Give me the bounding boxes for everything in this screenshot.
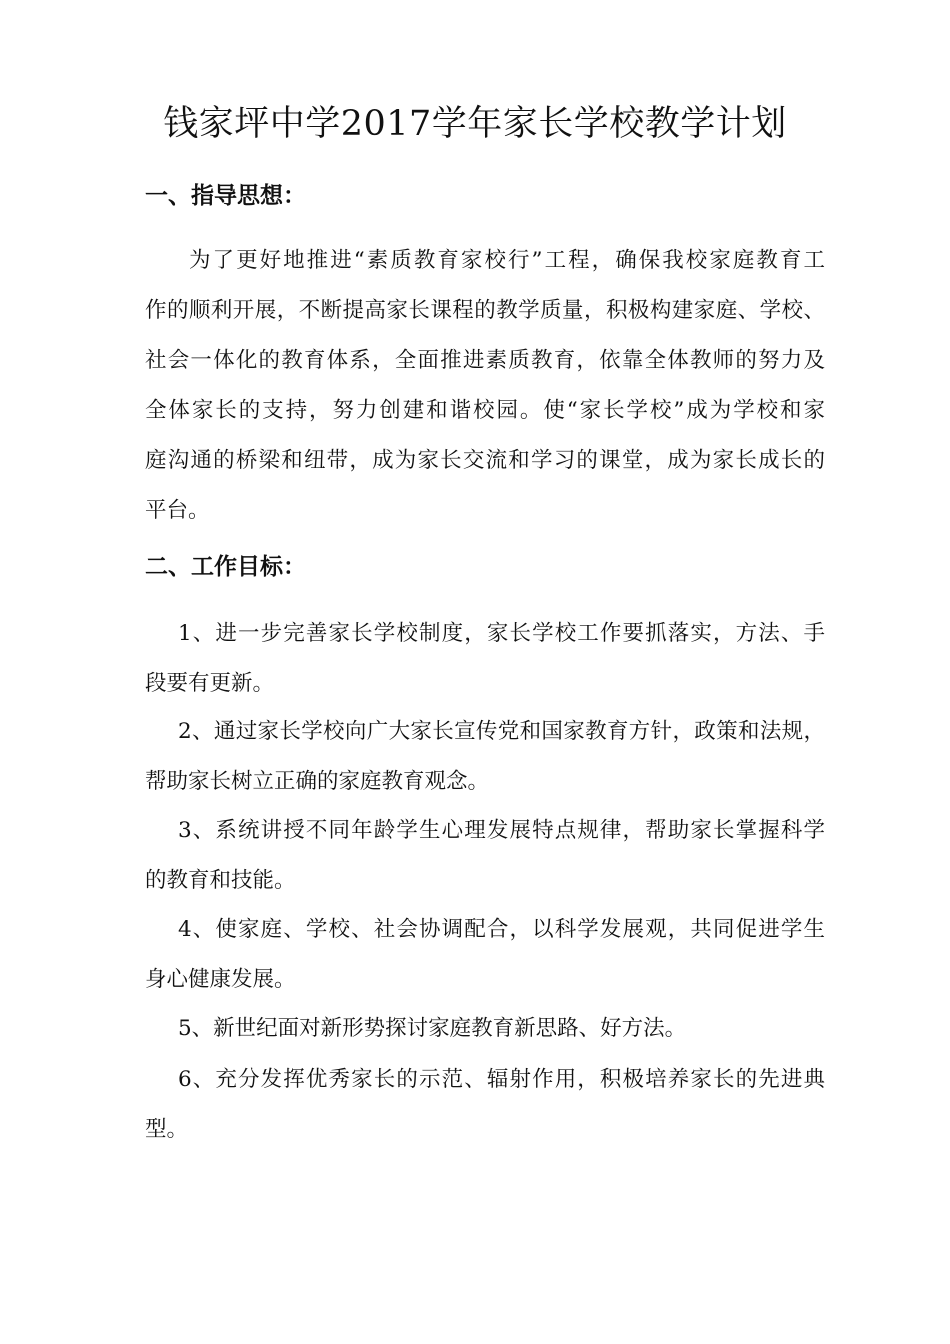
paragraph-line: 平台。 xyxy=(145,498,210,523)
goal-item-5 xyxy=(145,1004,825,1054)
paragraph-line: 社会一体化的教育体系，全面推进素质教育，依靠全体教师的努力及 xyxy=(145,348,825,373)
goal-line: 帮助家长树立正确的家庭教育观念。 xyxy=(145,769,490,794)
goal-item-6 xyxy=(145,1055,825,1155)
guiding-ideology-paragraph xyxy=(145,236,825,536)
goal-item-2 xyxy=(145,707,825,807)
goal-line: 1、进一步完善家长学校制度，家长学校工作要抓落实，方法、手 xyxy=(178,621,825,646)
goal-line: 的教育和技能。 xyxy=(145,868,296,893)
goal-line: 6、充分发挥优秀家长的示范、辐射作用，积极培养家长的先进典 xyxy=(178,1067,825,1092)
goal-item-3 xyxy=(145,806,825,906)
goal-line: 身心健康发展。 xyxy=(145,967,296,992)
section-heading-guiding-ideology: 一、指导思想： xyxy=(145,183,306,209)
goal-line: 段要有更新。 xyxy=(145,671,275,696)
goal-line: 4、使家庭、学校、社会协调配合，以科学发展观，共同促进学生 xyxy=(178,917,825,942)
document-title: 钱家坪中学2017学年家长学校教学计划 xyxy=(163,104,787,144)
paragraph-line: 全体家长的支持，努力创建和谐校园。使“家长学校”成为学校和家 xyxy=(145,398,825,423)
paragraph-line: 作的顺利开展，不断提高家长课程的教学质量，积极构建家庭、学校、 xyxy=(145,298,825,323)
goal-item-4 xyxy=(145,905,825,1005)
section-heading-work-goals: 二、工作目标： xyxy=(145,554,306,580)
goal-item-1 xyxy=(145,609,825,709)
goal-line: 型。 xyxy=(145,1117,189,1142)
goal-line: 2、通过家长学校向广大家长宣传党和国家教育方针，政策和法规， xyxy=(178,719,825,744)
goal-line: 3、系统讲授不同年龄学生心理发展特点规律，帮助家长掌握科学 xyxy=(178,818,825,843)
paragraph-line: 庭沟通的桥梁和纽带，成为家长交流和学习的课堂，成为家长成长的 xyxy=(145,448,825,473)
goal-line: 5、新世纪面对新形势探讨家庭教育新思路、好方法。 xyxy=(178,1016,687,1041)
paragraph-line: 为了更好地推进“素质教育家校行”工程，确保我校家庭教育工 xyxy=(189,248,825,273)
